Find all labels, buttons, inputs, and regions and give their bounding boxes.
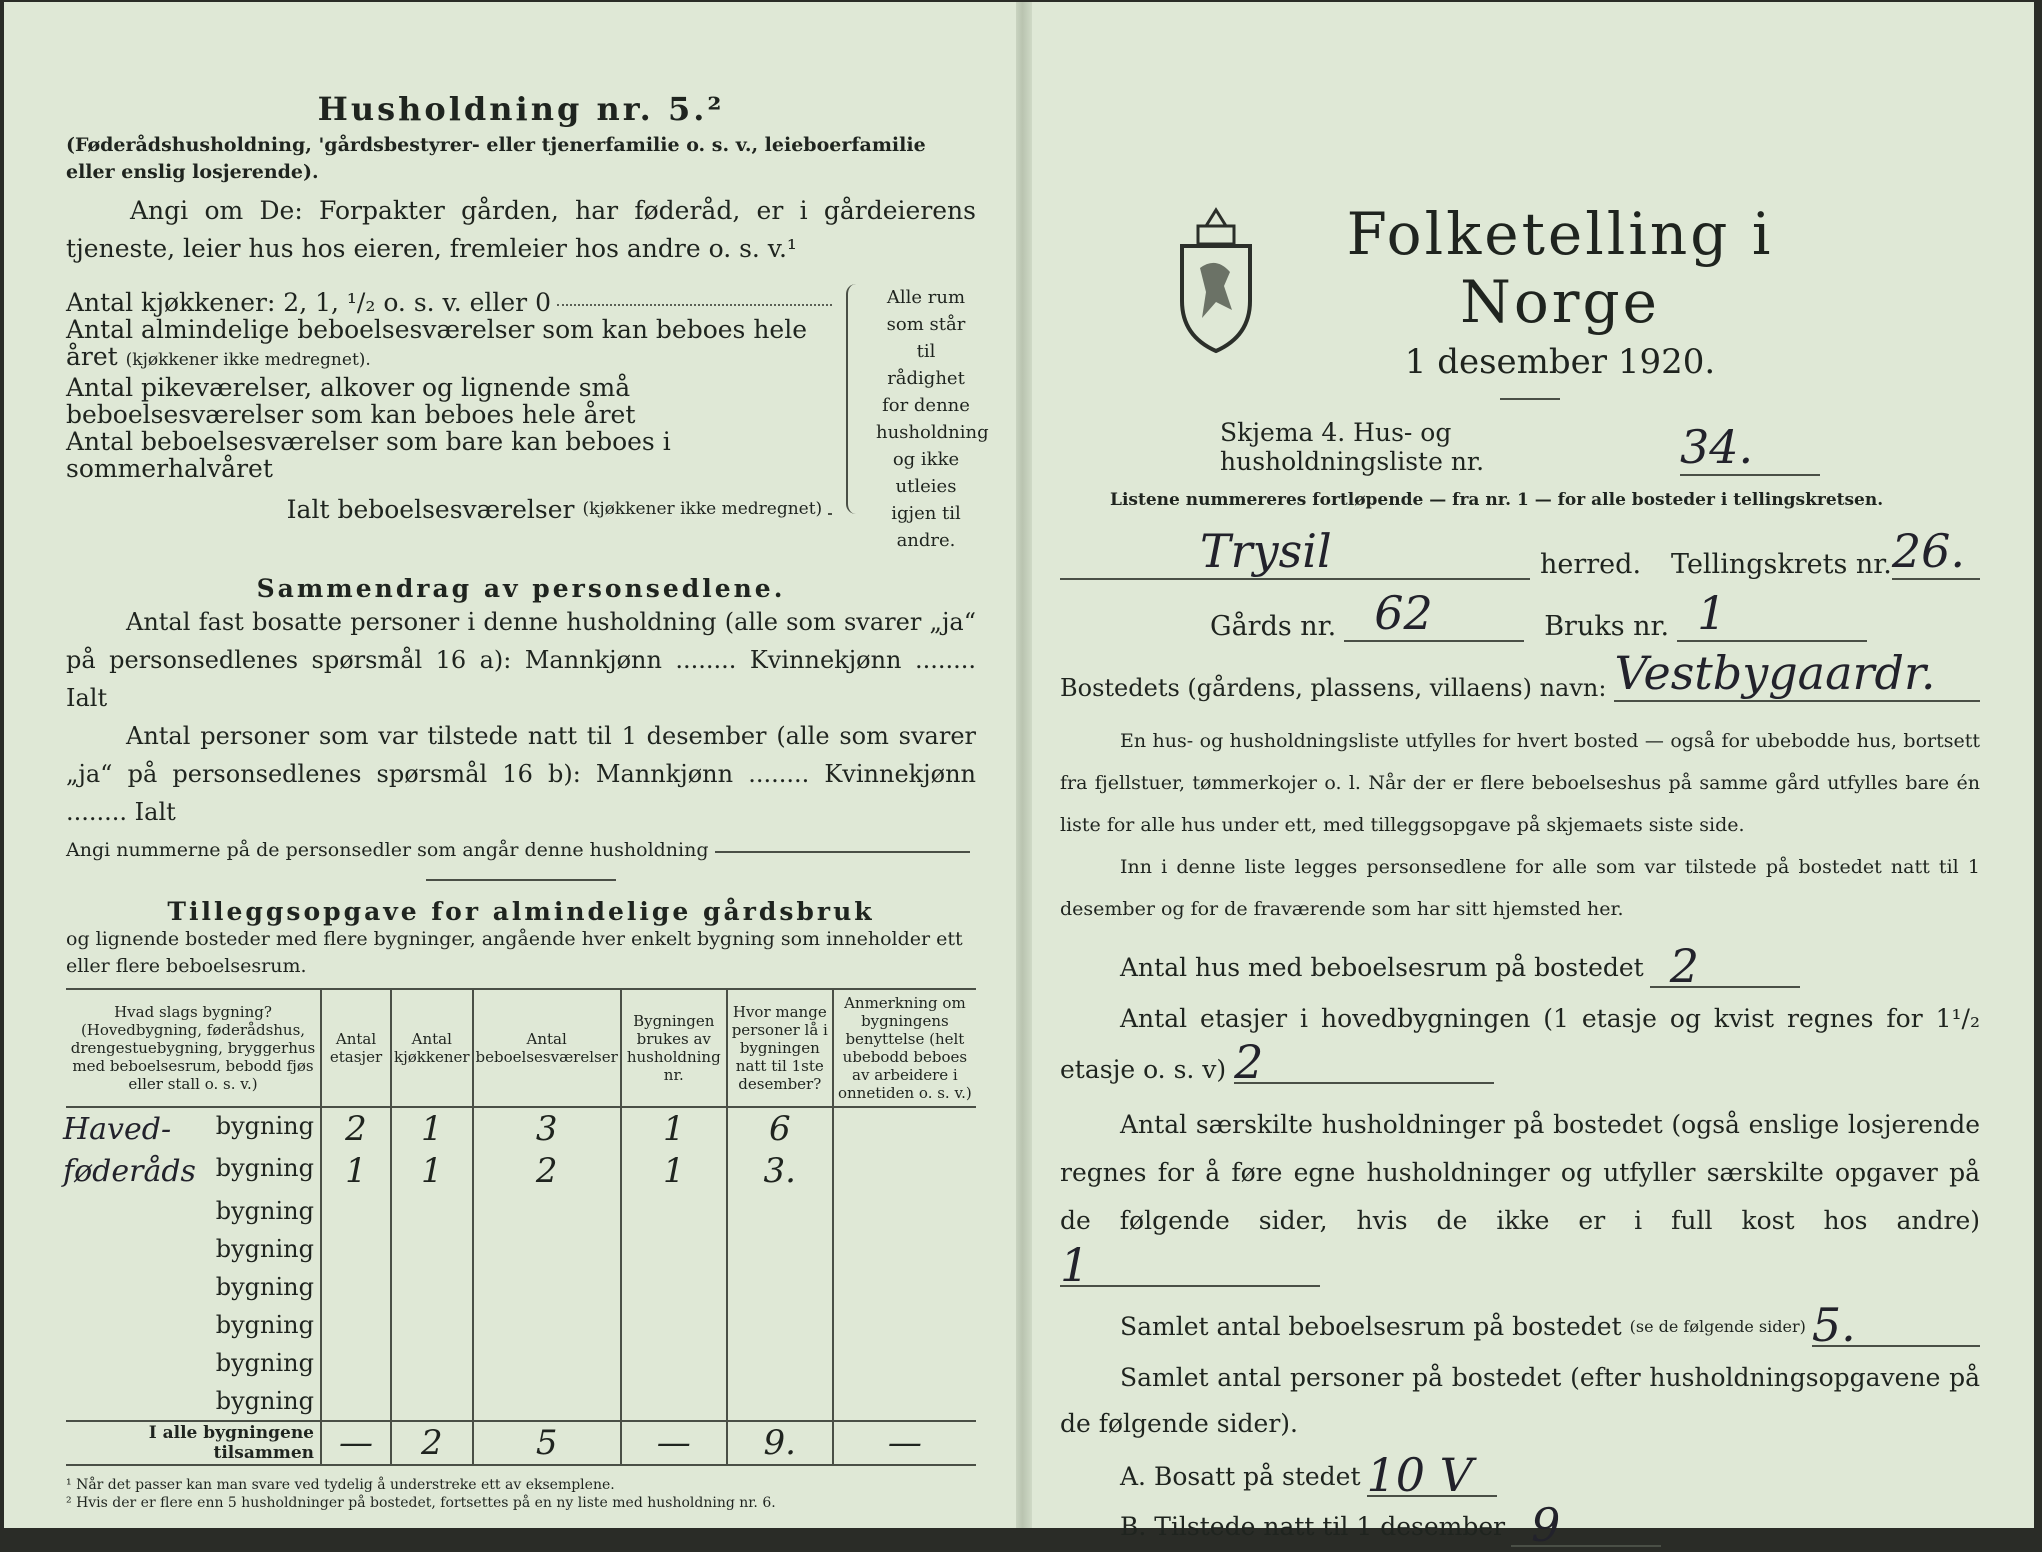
table-cell xyxy=(321,1268,391,1306)
total-row-label: I alle bygningene tilsammen xyxy=(148,1423,314,1463)
total-cell: — xyxy=(833,1421,976,1464)
table-cell: 1 xyxy=(391,1107,473,1150)
col-household-nr: Bygningen brukes av husholdning nr. xyxy=(621,990,727,1107)
herred-value: Trysil xyxy=(1060,524,1530,580)
summary-q1-text: Antal fast bosatte personer i denne husholdning (alle som svarer „ja“ på personsedlenes spørsmål 16 a): Mannkjønn xyxy=(66,608,976,674)
brace xyxy=(846,284,868,514)
table-cell xyxy=(473,1344,621,1382)
table-cell xyxy=(321,1382,391,1421)
table-cell xyxy=(833,1230,976,1268)
bosatt-label: A. Bosatt på stedet xyxy=(1120,1462,1361,1491)
summary-q1: Antal fast bosatte personer i denne husholdning (alle som svarer „ja“ på personsedlenes spørsmål 16 a): Mannkjønn ........ Kvinnekjønn ........ Ialt xyxy=(66,608,976,712)
building-type-cell xyxy=(66,1306,321,1344)
table-cell xyxy=(473,1306,621,1344)
info-1: En hus- og husholdningsliste utfylles for hvert bosted — også for ubebodde hus, bortsett fra fjellstuer, tømmerkojer o. l. Når der er flere beboelseshus på samme gård utfylles bare én liste for alle hus under ett, med tilleggsopgave på skjemaets siste side. xyxy=(1060,730,1980,836)
building-label: bygning xyxy=(215,1349,314,1377)
listene-note: Listene nummereres fortløpende — fra nr. 1 — for alle bosteder i tellingskretsen. xyxy=(1110,490,1884,510)
table-row xyxy=(66,1230,976,1268)
table-cell xyxy=(727,1230,833,1268)
building-type-cell xyxy=(63,1107,321,1150)
building-label: bygning xyxy=(215,1387,314,1415)
personer-question: Samlet antal personer på bostedet (efter husholdningsopgavene på de følgende sider). xyxy=(1060,1363,1980,1438)
tilstede-label: B. Tilstede natt til 1 desember xyxy=(1120,1512,1506,1541)
table-cell: 2 xyxy=(473,1150,621,1192)
table-cell xyxy=(833,1382,976,1421)
angi-numbers: Angi nummerne på de personsedler som angår denne husholdning xyxy=(66,839,709,861)
krets-value: 26. xyxy=(1892,524,1980,580)
table-cell xyxy=(473,1382,621,1421)
building-label: bygning xyxy=(215,1273,314,1301)
bosatt-value: 10 V xyxy=(1367,1455,1497,1497)
gards-value: 62 xyxy=(1344,586,1524,642)
summary-q2-text: Antal personer som var tilstede natt til 1 desember (alle som svarer „ja“ på personsedlenes spørsmål 16 b): Mannkjønn xyxy=(66,722,976,788)
building-label: bygning xyxy=(215,1235,314,1263)
table-row xyxy=(66,1268,976,1306)
female-label: Kvinnekjønn xyxy=(749,646,902,674)
table-cell xyxy=(391,1382,473,1421)
hus-value: 2 xyxy=(1650,946,1800,988)
question-ordinary-rooms xyxy=(66,316,838,374)
etasjer-label: Antal etasjer i hovedbygningen (1 etasje og kvist regnes for 1¹/₂ etasje o. s. v) xyxy=(1060,1004,1980,1084)
divider xyxy=(1500,398,1560,400)
question-maid-rooms: Antal pikeværelser, alkover og lignende små beboelsesværelser som kan beboes hele året xyxy=(66,373,636,429)
census-title: Folketelling i Norge xyxy=(1346,200,1774,336)
table-cell xyxy=(727,1306,833,1344)
building-type-cell xyxy=(66,1344,321,1382)
col-floors: Antal etasjer xyxy=(321,990,391,1107)
krets-label: Tellingskrets nr. xyxy=(1671,549,1892,580)
total-cell: 5 xyxy=(473,1421,621,1464)
census-date: 1 desember 1920. xyxy=(1404,342,1716,382)
info-2: Inn i denne liste legges personsedlene for alle som var tilstede på bostedet natt til 1 desember og for de fraværende som har sitt hjemsted her. xyxy=(1060,856,1980,920)
tillegg-subheading: og lignende bosteder med flere bygninger, angående hver enkelt bygning som inneholder ett eller flere beboelsesrum. xyxy=(66,928,963,977)
building-type-cell xyxy=(66,1192,321,1230)
table-cell xyxy=(833,1150,976,1192)
table-cell: 1 xyxy=(391,1150,473,1192)
table-cell: 1 xyxy=(321,1150,391,1192)
rum-label: Samlet antal beboelsesrum på bostedet xyxy=(1120,1312,1622,1341)
col-rooms: Antal beboelsesværelser xyxy=(473,990,621,1107)
question-summer-rooms: Antal beboelsesværelser som bare kan beboes i sommerhalvåret xyxy=(66,427,671,483)
table-cell xyxy=(727,1192,833,1230)
skjema-label: Skjema 4. Hus- og husholdningsliste nr. xyxy=(1220,418,1485,476)
table-cell: 2 xyxy=(321,1107,391,1150)
table-row xyxy=(66,1306,976,1344)
hus-label: Antal hus med beboelsesrum på bostedet xyxy=(1120,953,1644,982)
table-cell: 3 xyxy=(473,1107,621,1150)
building-type-cell xyxy=(66,1230,321,1268)
divider xyxy=(426,879,616,881)
table-cell: 3. xyxy=(727,1150,833,1192)
total-cell: — xyxy=(321,1421,391,1464)
col-remarks: Anmerkning om bygningens benyttelse (helt ubebodd beboes av arbeidere i onnetiden o. s. v.) xyxy=(833,990,976,1107)
table-cell xyxy=(321,1192,391,1230)
table-cell xyxy=(833,1268,976,1306)
question-ordinary-rooms-text: Antal almindelige beboelsesværelser som kan beboes hele året xyxy=(66,315,808,371)
skjema-number: 34. xyxy=(1680,420,1820,476)
table-row xyxy=(66,1107,976,1150)
summary-q2: Antal personer som var tilstede natt til 1 desember (alle som svarer „ja“ på personsedlenes spørsmål 16 b): Mannkjønn ........ Kvinnekjønn ........ Ialt xyxy=(66,722,976,826)
husholdn-label: Antal særskilte husholdninger på bostedet (også enslige losjerende regnes for å føre egne husholdninger og utfyller særskilte opgaver på de følgende sider, hvis de ikke er i full kost hos andre) xyxy=(1060,1110,1980,1235)
side-note: Alle rum som står til rådighet for denne husholdning og ikke utleies igjen til andre. xyxy=(876,287,989,551)
etasjer-value: 2 xyxy=(1234,1042,1494,1084)
summary-heading: Sammendrag av personsedlene. xyxy=(256,574,786,603)
table-cell xyxy=(621,1382,727,1421)
building-label: bygning xyxy=(215,1197,314,1225)
footnote-2: ² Hvis der er flere enn 5 husholdninger på bostedet, fortsettes på en ny liste med husholdning nr. 6. xyxy=(66,1495,776,1511)
table-row xyxy=(66,1344,976,1382)
table-cell: 6 xyxy=(727,1107,833,1150)
footnote-1: ¹ Når det passer kan man svare ved tydelig å understreke ett av eksemplene. xyxy=(66,1477,615,1493)
building-name: føderåds xyxy=(63,1153,196,1189)
building-label: bygning xyxy=(215,1153,314,1182)
table-cell: 1 xyxy=(621,1107,727,1150)
table-cell xyxy=(621,1344,727,1382)
table-cell xyxy=(321,1306,391,1344)
table-cell xyxy=(391,1268,473,1306)
table-cell xyxy=(473,1230,621,1268)
table-cell xyxy=(473,1192,621,1230)
total-label: Ialt xyxy=(66,684,108,712)
table-cell xyxy=(833,1306,976,1344)
table-row xyxy=(66,1150,976,1192)
husholdn-value: 1 xyxy=(1060,1245,1320,1287)
question-note: (kjøkkener ikke medregnet) xyxy=(582,499,823,519)
total-cell: 2 xyxy=(391,1421,473,1464)
table-cell xyxy=(833,1107,976,1150)
table-cell xyxy=(621,1192,727,1230)
bosted-label: Bostedets (gårdens, plassens, villaens) navn: xyxy=(1060,674,1607,702)
total-cell: 9. xyxy=(727,1421,833,1464)
table-cell xyxy=(621,1230,727,1268)
table-cell xyxy=(727,1344,833,1382)
building-name: Haved- xyxy=(63,1111,172,1147)
table-cell xyxy=(833,1192,976,1230)
total-cell: — xyxy=(621,1421,727,1464)
left-page xyxy=(63,90,989,1512)
question-kitchens: Antal kjøkkener: 2, 1, ¹/₂ o. s. v. eller 0 xyxy=(66,288,551,317)
bosted-value: Vestbygaardr. xyxy=(1614,646,1980,702)
herred-label: herred. xyxy=(1540,549,1642,580)
husholdn-question xyxy=(1060,1101,1980,1297)
col-persons: Hvor mange personer lå i bygningen natt til 1ste desember? xyxy=(727,990,833,1107)
table-cell xyxy=(473,1268,621,1306)
bruks-label: Bruks nr. xyxy=(1544,611,1670,642)
gards-label: Gårds nr. xyxy=(1210,611,1337,642)
building-type-cell xyxy=(66,1382,321,1421)
right-page xyxy=(1060,200,1980,1552)
question-note: (kjøkkener ikke medregnet). xyxy=(125,350,371,370)
page-fold xyxy=(1016,2,1032,1528)
building-table xyxy=(63,990,976,1464)
table-cell xyxy=(391,1344,473,1382)
col-kitchens: Antal kjøkkener xyxy=(391,990,473,1107)
bruks-value: 1 xyxy=(1677,586,1867,642)
table-row xyxy=(66,1382,976,1421)
tillegg-heading: Tilleggsopgave for almindelige gårdsbruk xyxy=(167,897,875,926)
building-type-cell xyxy=(63,1150,321,1192)
table-cell xyxy=(727,1382,833,1421)
table-cell xyxy=(391,1192,473,1230)
building-type-cell xyxy=(66,1268,321,1306)
table-row xyxy=(66,1192,976,1230)
table-cell xyxy=(321,1230,391,1268)
table-cell xyxy=(391,1230,473,1268)
etasjer-question xyxy=(1060,996,1980,1093)
total-label: Ialt xyxy=(134,798,176,826)
coat-of-arms-icon xyxy=(1176,206,1256,356)
question-status-text: Angi om De: Forpakter gården, har føderåd, er i gårdeierens tjeneste, leier hus hos eieren, fremleier hos andre o. s. v.¹ xyxy=(66,196,976,263)
rum-value: 5. xyxy=(1812,1305,1980,1347)
household-subheading: (Føderådshusholdning, 'gårdsbestyrer- eller tjenerfamilie o. s. v., leieboerfamilie eller enslig losjerende). xyxy=(66,134,926,183)
building-label: bygning xyxy=(215,1111,314,1140)
question-total-rooms: Ialt beboelsesværelser xyxy=(286,495,575,524)
female-label: Kvinnekjønn xyxy=(824,760,976,788)
tilstede-value: 9 xyxy=(1511,1505,1661,1547)
table-cell xyxy=(833,1344,976,1382)
table-cell xyxy=(391,1306,473,1344)
col-building-type: Hvad slags bygning? (Hovedbygning, føderådshus, drengestuebygning, bryggerhus med beboelsesrum, bebodd fjøs eller stall o. s. v.) xyxy=(70,1003,316,1093)
table-cell xyxy=(321,1344,391,1382)
answer-line xyxy=(557,304,832,306)
table-cell xyxy=(621,1268,727,1306)
building-label: bygning xyxy=(215,1311,314,1339)
table-cell xyxy=(621,1306,727,1344)
table-cell xyxy=(727,1268,833,1306)
question-status xyxy=(66,192,976,268)
rum-note: (se de følgende sider) xyxy=(1629,1317,1806,1336)
household-heading: Husholdning nr. 5.² xyxy=(317,90,725,128)
table-cell: 1 xyxy=(621,1150,727,1192)
